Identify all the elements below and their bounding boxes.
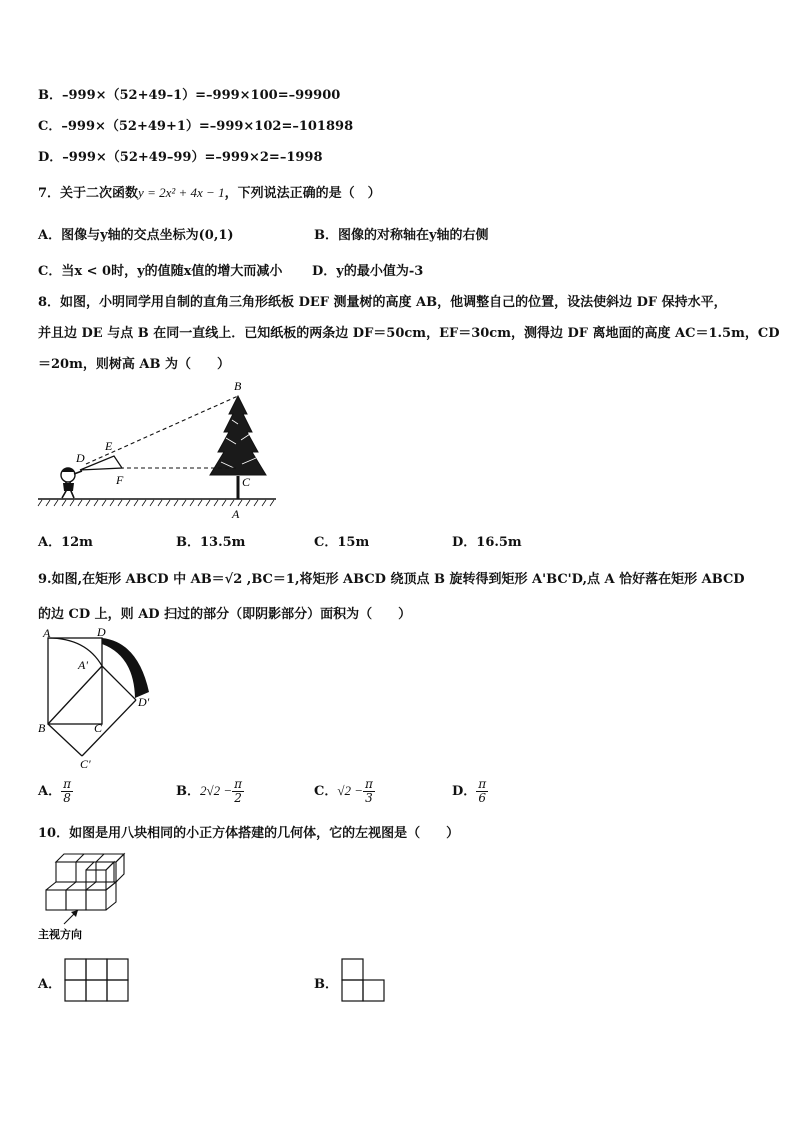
q8-stem-line3: ＝20m，则树高 AB 为（ ） [38,357,230,372]
q8-option-a: A．12m [38,535,93,550]
q7-option-b: B．图像的对称轴在y轴的右侧 [314,228,489,243]
q8-option-b: B．13.5m [176,535,246,550]
q7-option-d: D．y的最小值为-3 [312,264,424,279]
q9-stem-line2: 的边 CD 上，则 AD 扫过的部分（即阴影部分）面积为（ ） [38,607,412,622]
q8-label-f: F [116,473,124,487]
q7-stem-suffix: ，下列说法正确的是（ ） [224,186,381,201]
q9-label-c: C [94,721,103,735]
q9-option-a [38,778,73,805]
q9-option-b-fraction: $\frac{\pi}{2}$ [234,777,243,805]
q9-option-b [176,778,244,805]
q9-label-a: A [43,626,51,640]
q10-stem: 10．如图是用八块相同的小正方体搭建的几何体，它的左视图是（ ） [38,826,460,841]
q9-option-b-label: B． [176,784,200,799]
q10-cubes-figure [36,850,146,942]
q8-label-a: A [232,507,240,521]
q8-stem-line2: 并且边 DE 与点 B 在同一直线上．已知纸板的两条边 DF＝50cm，EF＝30cm，测得边 DF 离地面的高度 AC＝1.5m，CD [38,326,780,341]
q7-stem [38,182,381,201]
q8-label-b: B [234,379,242,393]
q8-option-c: C．15m [314,535,370,550]
q9-rectangle-figure [36,625,166,771]
q8-stem-line1: 8．如图，小明同学用自制的直角三角形纸板 DEF 测量树的高度 AB，他调整自己的位置，设法使斜边 DF 保持水平， [38,295,727,310]
q9-option-d-fraction: $\frac{\pi}{6}$ [478,777,487,805]
q10-caption: 主视方向 [38,928,82,941]
q10-option-a-figure [64,958,132,1002]
q9-option-d [452,778,488,805]
q10-option-a-label: A． [38,977,62,992]
q8-tree-figure [36,378,286,523]
q9-option-c [314,778,375,805]
q9-label-b: B [38,721,46,735]
q9-label-d: D [97,625,106,639]
q9-stem-line1: 9.如图,在矩形 ABCD 中 AB＝√2 ,BC＝1,将矩形 ABCD 绕顶点 B 旋转得到矩形 A'BC'D,点 A 恰好落在矩形 ABCD [38,572,745,587]
q8-label-d: D [76,451,85,465]
q9-label-c-prime: C' [80,757,91,771]
q9-option-d-label: D． [452,784,477,799]
q8-label-e: E [105,439,113,453]
q7-stem-prefix: 7．关于二次函数 [38,186,139,201]
q8-label-c: C [242,475,251,489]
q6-option-c: C．–999×（52+49+1）=–999×102=–101898 [38,119,354,134]
q7-option-a: A．图像与y轴的交点坐标为(0,1) [38,228,234,243]
q9-option-c-fraction: $\frac{\pi}{3}$ [365,777,373,805]
q9-option-a-label: A． [38,784,62,799]
q7-option-c: C．当x < 0时，y的值随x值的增大而减小 [38,264,283,279]
q7-formula: y = 2x² + 4x − 1 [138,185,225,200]
q10-option-b-figure [341,958,387,1002]
q6-option-b: B．–999×（52+49–1）=–999×100=–99900 [38,88,341,103]
q9-option-a-fraction: $\frac{\pi}{8}$ [63,777,71,805]
q9-option-c-expr: √2 − [337,783,364,798]
q9-label-a-prime: A' [78,658,88,672]
q9-label-d-prime: D' [138,695,150,709]
q9-option-c-label: C． [314,784,338,799]
q9-option-b-expr: 2√2 − [200,783,233,798]
q6-option-d: D．–999×（52+49–99）=–999×2=–1998 [38,150,323,165]
q8-option-d: D．16.5m [452,535,522,550]
q10-option-b-label: B． [314,977,338,992]
